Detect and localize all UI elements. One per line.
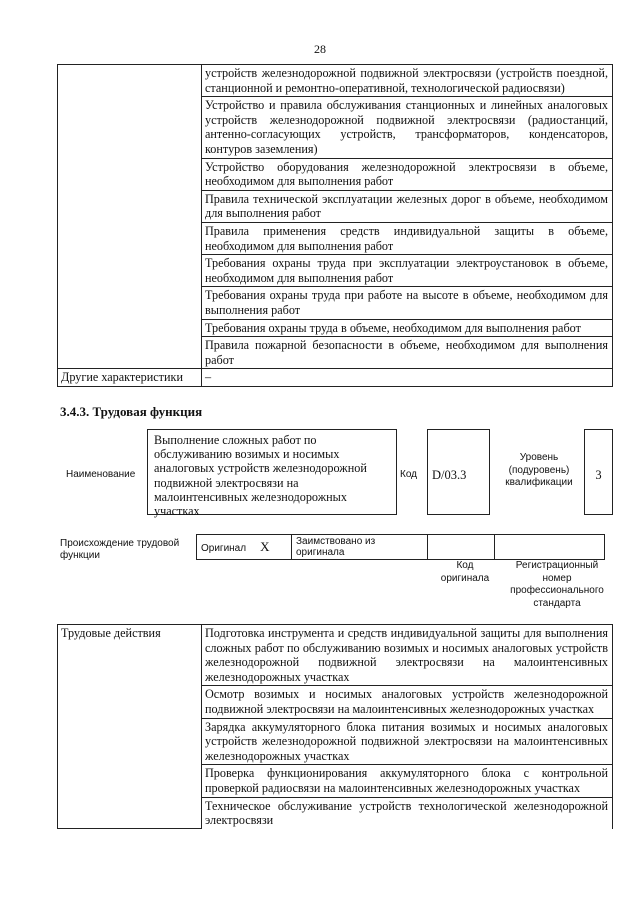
reg-number-caption: Регистрационный номер профессионального стандарта	[510, 560, 604, 609]
origin-code-caption: Код оригинала	[440, 560, 490, 584]
table-cell: Устройство оборудования железнодорожной электросвязи в объеме, необходимом для выполнения работ	[202, 158, 613, 190]
reg-number-cell	[495, 535, 605, 560]
table-cell: Техническое обслуживание устройств технологической железнодорожной электросвязи	[202, 797, 613, 829]
labour-actions-label: Трудовые действия	[58, 625, 202, 829]
origin-code-cell	[428, 535, 495, 560]
table-cell: Правила технической эксплуатации железных дорог в объеме, необходимом для выполнения работ	[202, 190, 613, 222]
function-code-box: D/03.3	[427, 429, 490, 515]
table-cell: Проверка функционирования аккумуляторного блока с контрольной проверкой радиосвязи на малоинтенсивных железнодорожных участках	[202, 765, 613, 797]
original-mark: X	[260, 539, 270, 554]
name-label: Наименование	[66, 469, 136, 480]
table-cell: Устройство и правила обслуживания станционных и линейных аналоговых устройств железнодорожной подвижной электросвязи (радиостанций, антенно-согласующих устройств, трансформаторов, конденсаторов, контуров заземления)	[202, 97, 613, 158]
other-characteristics-value: –	[202, 369, 613, 387]
borrowed-label: Заимствовано из оригинала	[292, 535, 428, 560]
table-row	[58, 369, 613, 387]
table-row	[58, 65, 613, 97]
code-label: Код	[400, 469, 418, 480]
level-label: Уровень (подуровень) квалификации	[505, 452, 573, 488]
function-name-box: Выполнение сложных работ по обслуживанию возимых и носимых аналоговых устройств железнодорожной подвижной электросвязи на малоинтенсивных железнодорожных участках	[147, 429, 397, 515]
table-cell: Требования охраны труда в объеме, необходимом для выполнения работ	[202, 319, 613, 337]
table-cell: Требования охраны труда при эксплуатации электроустановок в объеме, необходимом для выполнения работ	[202, 255, 613, 287]
table-cell: Подготовка инструмента и средств индивидуальной защиты для выполнения сложных работ по обслуживанию возимых и носимых аналоговых устройств железнодорожной подвижной электросвязи на малоинтенсивных железнодорожных участках	[202, 625, 613, 686]
table-cell: Требования охраны труда при работе на высоте в объеме, необходимом для выполнения работ	[202, 287, 613, 319]
other-characteristics-label: Другие характеристики	[58, 369, 202, 387]
table-cell: Правила пожарной безопасности в объеме, необходимом для выполнения работ	[202, 337, 613, 369]
original-cell	[197, 535, 292, 560]
table-row	[197, 535, 605, 560]
section-heading: 3.4.3. Трудовая функция	[60, 404, 203, 419]
origin-label: Происхождение трудовой функции	[60, 538, 180, 561]
original-label: Оригинал	[201, 543, 247, 554]
table-row	[58, 625, 613, 686]
table-cell: Правила применения средств индивидуальной защиты в объеме, необходимом для выполнения работ	[202, 222, 613, 254]
page-number: 28	[314, 42, 326, 56]
labour-actions-table	[57, 624, 613, 829]
origin-table	[196, 534, 605, 560]
table-label-cell	[58, 65, 202, 369]
knowledge-table	[57, 64, 613, 387]
table-cell: Зарядка аккумуляторного блока питания возимых и носимых аналоговых устройств железнодорожной подвижной электросвязи на малоинтенсивных железнодорожных участках	[202, 718, 613, 765]
qualification-level-box: 3	[584, 429, 613, 515]
table-cell: Осмотр возимых и носимых аналоговых устройств железнодорожной подвижной электросвязи на малоинтенсивных железнодорожных участках	[202, 686, 613, 718]
table-cell: устройств железнодорожной подвижной электросвязи (устройств поездной, станционной и ремонтно-оперативной, технологической радиосвязи)	[202, 65, 613, 97]
